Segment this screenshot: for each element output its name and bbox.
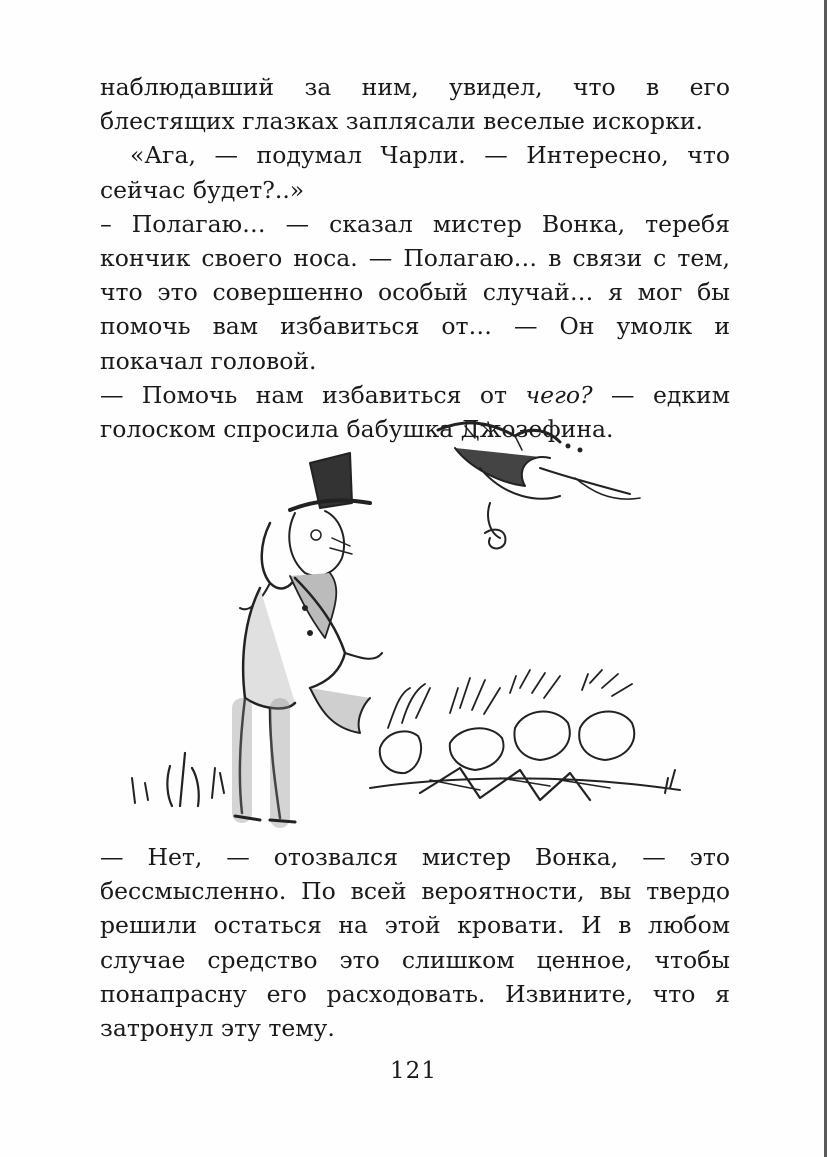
paragraph-1: наблюдавший за ним, увидел, что в его блестящих глазках заплясали веселые искорки. — [100, 73, 730, 136]
top-hat-drawing — [290, 453, 370, 510]
bottom-text-block — [100, 840, 730, 1045]
grass-drawing — [132, 753, 224, 806]
grandparents-in-bed-drawing — [370, 670, 680, 800]
page-number: 121 — [390, 1058, 437, 1084]
paragraph-4-start: — Помочь нам избавиться от — [100, 380, 526, 409]
paragraph-4-emphasis: чего? — [525, 380, 593, 409]
paragraph-4-end: — едким голоском спросила бабушка Джозефина. — [100, 380, 730, 444]
wonka-figure-drawing — [235, 511, 382, 822]
top-text-block — [100, 70, 730, 446]
flying-creature-drawing — [438, 422, 640, 548]
paragraph-3: – Полагаю… — сказал мистер Вонка, теребя кончик своего носа. — Полагаю… в связи с тем, что это совершенно особый случай… я мог бы помочь вам избавиться от… — Он умолк и покачал головой. — [100, 209, 730, 375]
illustration-wonka-and-grandparents — [120, 408, 700, 833]
paragraph-5: — Нет, — отозвался мистер Вонка, — это бессмысленно. По всей вероятности, вы твердо решили остаться на этой кровати. И в любом случае средство это слишком ценное, чтобы понапрасну его расходовать. Извините, что я затронул эту тему. — [100, 843, 730, 1043]
paragraph-2: «Ага, — подумал Чарли. — Интересно, что сейчас будет?..» — [100, 141, 730, 204]
